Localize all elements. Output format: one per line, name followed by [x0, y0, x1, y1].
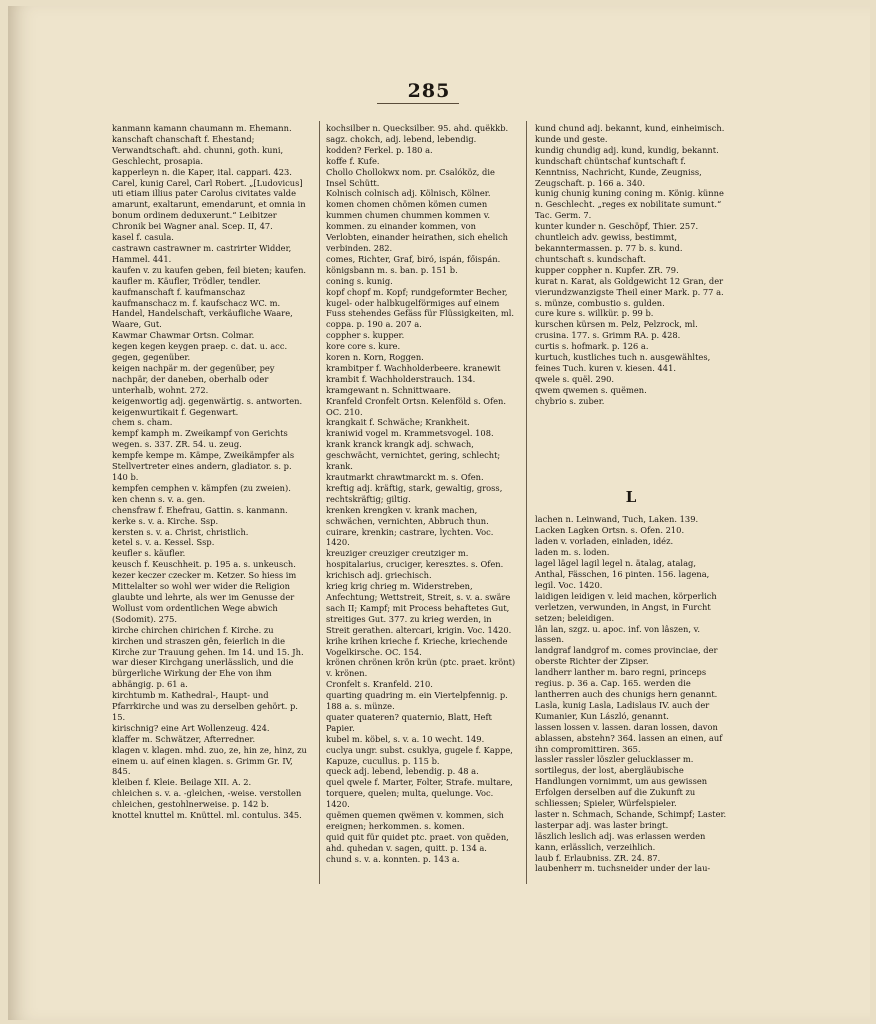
dictionary-entry: kund chund adj. bekannt, kund, einheimisch. kunde und geste. [535, 123, 725, 144]
dictionary-entry: chund s. v. a. konnten. p. 143 a. [326, 853, 460, 864]
dictionary-entry: Lacken Lagken Ortsn. s. Ofen. 210. [535, 525, 685, 536]
dictionary-entry: ken chenn s. v. a. gen. [112, 493, 206, 504]
dictionary-page [8, 6, 870, 1020]
dictionary-entry: kanmann kamann chaumann m. Ehemann. [112, 123, 292, 133]
dictionary-entry: landherr lanther m. baro regni, princeps regius. p. 36 a. Cap. 165. werden die lantherren auch des chunigs hern genannt. [535, 667, 718, 699]
dictionary-entry: kramgewant n. Schnittwaare. [326, 384, 451, 395]
dictionary-entry: qwele s. quël. 290. [535, 373, 615, 384]
dictionary-entry: knottel knuttel m. Knüttel. ml. contulus. 345. [112, 810, 302, 821]
dictionary-entry: Kranfeld Cronfelt Ortsn. Kelenföld s. Ofen. OC. 210. [326, 395, 507, 417]
dictionary-entry: Kolnisch colnisch adj. Kölnisch, Kölner. [326, 188, 491, 199]
dictionary-entry: kerke s. v. a. Kirche. Ssp. [112, 515, 219, 526]
dictionary-entry: Lasla, kunig Lasla, Ladislaus IV. auch der Kumanier, Kun László, genannt. [535, 699, 710, 721]
dictionary-entry: quid quit für quidet ptc. praet. von quëden, ahd. quhedan v. sagen, quitt. p. 134 a. [326, 831, 509, 853]
dictionary-entry: lassen lossen v. lassen. daran lossen, davon ablassen, abstehn? 364. lassen an einen, auf ihn compromittiren. 365. [535, 721, 723, 754]
dictionary-entry: quater quateren? quaternio, Blatt, Heft Papier. [326, 711, 492, 733]
dictionary-entry: lachen n. Leinwand, Tuch, Laken. 139. [535, 514, 699, 525]
dictionary-entry: kundig chundig adj. kund, kundig, bekannt. [535, 144, 719, 155]
dictionary-entry: quel qwele f. Marter, Folter, Strafe. multare, torquere, quelen; multa, quelunge. Voc. 1420. [326, 777, 513, 810]
dictionary-entry: kaufmanschaft f. kaufmanschaz kaufmanschacz m. f. kaufschacz WC. m. Handel, Handelschaft, verkäufliche Waare, Waare, Gut. [112, 286, 293, 330]
dictionary-entry: königsbann m. s. ban. p. 151 b. [326, 264, 458, 275]
dictionary-entry: komen chomen chömen kömen cumen kummen chumen chummen kommen v. kommen. zu einander kommen, von Verlobten, einander heirathen, sich ehelich verbinden. 282. [326, 199, 508, 253]
dictionary-entry: krambitper f. Wachholderbeere. kranewit krambit f. Wachholderstrauch. 134. [326, 362, 501, 384]
dictionary-entry: kreftig adj. kräftig, stark, gewaltig, gross, rechtskräftig; giltig. [326, 482, 503, 504]
dictionary-entry: quarting quadring m. ein Viertelpfennig. p. 188 a. s. münze. [326, 690, 508, 712]
dictionary-entry: krangkait f. Schwäche; Krankheit. [326, 417, 470, 428]
page-number: 285 [407, 80, 451, 102]
dictionary-entry: lassler rassler löszler gelucklasser m. sortilegus, der lost, abergläubische Handlungen vornimmt, um aus gewissen Erfolgen derselben auf die Zukunft zu schliessen; Spieler, Würfelspieler. [535, 754, 708, 809]
dictionary-entry: krichisch adj. griechisch. [326, 570, 432, 581]
dictionary-entry: kurat n. Karat, als Goldgewicht 12 Gran, der vierundzwanzigste Theil einer Mark. p. 77 a. s. münze, combustio s. gulden. [535, 275, 724, 308]
dictionary-entry: kurschen kürsen m. Pelz, Pelzrock, ml. crusina. 177. s. Grimm RA. p. 428. [535, 319, 698, 341]
dictionary-entry: queck adj. lebend, lebendig. p. 48 a. [326, 766, 479, 777]
dictionary-entry: kunter kunder n. Geschöpf, Thier. 257. [535, 221, 699, 232]
dictionary-entry: läszlich leslich adj. was erlassen werden kann, erlässlich, verzeihlich. [535, 830, 706, 852]
dictionary-entry: koren n. Korn, Roggen. [326, 352, 424, 363]
column-3 [535, 123, 728, 874]
column-divider-2 [526, 121, 527, 884]
dictionary-entry: laubenherr m. tuchsneider under der lau- [535, 863, 711, 874]
dictionary-entry: kempfen cemphen v. kämpfen (zu zweien). [112, 482, 291, 493]
dictionary-entry: castrawn castrawner m. castrirter Widder, Hammel. 441. [112, 242, 292, 264]
dictionary-entry: kore core s. kure. [326, 341, 401, 352]
dictionary-entry: kreuziger creuziger creutziger m. hospitalarius, cruciger, keresztes. s. Ofen. [326, 548, 504, 570]
dictionary-entry: cure kure s. willkür. p. 99 b. [535, 308, 654, 319]
dictionary-entry: klagen v. klagen. mhd. zuo, ze, hin ze, hinz, zu einem u. auf einen klagen. s. Grimm Gr. IV, 845. [112, 744, 307, 777]
dictionary-entry: kunig chunig kuning coning m. König. künne n. Geschlecht. „reges ex nobilitate sumunt.“ Tac. Germ. 7. [535, 188, 724, 221]
dictionary-entry: quëmen quemen qwëmen v. kommen, sich ereignen; herkommen. s. komen. [326, 810, 504, 831]
dictionary-entry: chensfraw f. Ehefrau, Gattin. s. kanmann. [112, 504, 288, 515]
dictionary-entry: landgraf landgrof m. comes provinciae, der oberste Richter der Zipser. [535, 645, 718, 667]
dictionary-entry: cuclya ungr. subst. csuklya, gugele f. Kappe, Kapuze, cucullus. p. 115 b. [326, 744, 513, 766]
column-2 [326, 123, 516, 865]
dictionary-entry: krautmarkt chrawtmarckt m. s. Ofen. [326, 472, 484, 482]
column-1 [112, 123, 308, 821]
page-number-rule [377, 103, 459, 104]
dictionary-entry: kochsilber n. Quecksilber. 95. ahd. quëkkb. sagz. chokch, adj. lebend, lebendig. [326, 123, 509, 144]
dictionary-entry: kaufler m. Käufler, Trödler, tendler. [112, 275, 261, 286]
dictionary-entry: kapperleyn n. die Kaper, ital. cappari. 423. [112, 166, 292, 177]
dictionary-entry: chuntschaft s. kundschaft. [535, 253, 647, 264]
dictionary-entry: krank kranck krangk adj. schwach, geschwächt, vernichtet, gering, schlecht; krank. [326, 439, 501, 472]
dictionary-entry: laden v. vorladen, einladen, idéz. [535, 536, 674, 547]
dictionary-entry: kirchtumb m. Kathedral-, Haupt- und Pfarrkirche und was zu derselben gehört. p. 15. [112, 690, 298, 722]
dictionary-entry: krenken krengken v. krank machen, schwächen, vernichten, Abbruch thun. cuirare, krenkin; castrare, lychten. Voc. 1420. [326, 504, 494, 548]
dictionary-entry: kezer keczer czecker m. Ketzer. So hiess im Mittelalter so wohl wer wider die Religion glaubte und lehrte, als wer im Genusse der Wollust vom ordentlichen Wege abwich (Sodomit). 275. [112, 570, 297, 624]
dictionary-entry: lasterpar adj. was laster bringt. [535, 819, 669, 830]
dictionary-entry: kirischnig? eine Art Wollenzeug. 424. [112, 722, 270, 733]
dictionary-entry: kraniwid vogel m. Krammetsvogel. 108. [326, 428, 494, 439]
dictionary-entry: keigenwurtikait f. Gegenwart. [112, 406, 239, 417]
dictionary-entry: ketel s. v. a. Kessel. Ssp. [112, 537, 215, 548]
dictionary-entry: lagel lägel lagil legel n. ätalag, atalag, Anthal, Fässchen, 16 pinten. 156. lagena, legil. Voc. 1420. [535, 558, 710, 590]
dictionary-entry: Chollo Chollokwx nom. pr. Csalóköz, die Insel Schütt. [326, 166, 495, 188]
dictionary-entry: kempfe kempe m. Kämpe, Zweikämpfer als Stellvertreter eines andern, gladiator. s. p. 140 b. [112, 450, 295, 482]
dictionary-entry: keigenwortig adj. gegenwärtig. s. antworten. [112, 395, 303, 406]
dictionary-entry: kundschaft chüntschaf kuntschaft f. Kenntniss, Nachricht, Kunde, Zeugniss, Zeugschaft. p. 166 a. 340. [535, 155, 702, 188]
dictionary-entry: krieg krig chrieg m. Widerstreben, Anfechtung; Wettstreit, Streit, s. v. a. swäre sach II; Kampf; mit Process behaftetes Gut, streitiges Gut. 377. zu krieg werden, in Streit gerathen. altercari, krigin. Voc. 1420. [326, 581, 512, 635]
dictionary-entry: lân lan, szgz. u. apoc. inf. von lâszen, v. lassen. [535, 623, 700, 645]
dictionary-entry: kersten s. v. a. Christ, christlich. [112, 526, 249, 537]
column-divider-1 [319, 121, 320, 884]
dictionary-entry: chleichen s. v. a. -gleichen, -weise. verstollen chleichen, gestohlnerweise. p. 142 b. [112, 788, 302, 810]
dictionary-entry: krihe krihen krieche f. Krieche, kriechende Vogelkirsche. OC. 154. [326, 635, 508, 657]
dictionary-entry: chuntleich adv. gewiss, bestimmt, bekanntermassen. p. 77 b. s. kund. [535, 232, 683, 253]
section-letter-heading: L [625, 487, 638, 506]
dictionary-entry: kaufen v. zu kaufen geben, feil bieten; kaufen. [112, 264, 307, 275]
dictionary-entry: kurtuch, kustliches tuch n. ausgewähltes, feines Tuch. kuren v. kiesen. 441. [535, 352, 711, 373]
dictionary-entry: kirche chirchen chirichen f. Kirche. zu kirchen und straszen gên, feierlich in die Kirche zur Trauung gehen. Im 14. und 15. Jh. war dieser Kirchgang unerlässlich, und die bürgerliche Wirkung der Ehe von ihm abhängig. p. 61 a. [112, 624, 304, 690]
dictionary-entry: curtis s. hofmark. p. 126 a. [535, 341, 649, 352]
dictionary-entry: laster n. Schmach, Schande, Schimpf; Laster. [535, 808, 727, 819]
dictionary-entry: krönen chrönen krön krün (ptc. praet. krönt) v. krönen. [326, 657, 516, 679]
dictionary-entry: kleiben f. Kleie. Beilage XII. A. 2. [112, 777, 252, 788]
dictionary-entry: laden m. s. loden. [535, 547, 610, 558]
dictionary-entry: Kawmar Chawmar Ortsn. Colmar. [112, 330, 255, 341]
dictionary-entry: kanschaft chanschaft f. Ehestand; Verwandtschaft. ahd. chunni, goth. kuni, Geschlecht, prosapia. [112, 133, 284, 166]
dictionary-entry: chybrio s. zuber. [535, 395, 605, 406]
dictionary-entry: kegen kegen keygen praep. c. dat. u. acc. gegen, gegenüber. [112, 341, 288, 363]
dictionary-entry: chem s. cham. [112, 417, 173, 428]
dictionary-entry: keusch f. Keuschheit. p. 195 a. s. unkeusch. [112, 559, 296, 570]
dictionary-entry: comes, Richter, Graf, biró, ispán, főispán. [326, 253, 501, 264]
dictionary-entry: qwem qwemen s. quëmen. [535, 384, 647, 395]
dictionary-entry: Cronfelt s. Kranfeld. 210. [326, 679, 433, 690]
dictionary-entry: kodden? Ferkel. p. 180 a. [326, 144, 433, 155]
dictionary-entry: keigen nachpär m. der gegenüber, pey nachpär, der daneben, oberhalb oder unterhalb, wohnt. 272. [112, 362, 275, 395]
dictionary-entry: kupper coppher n. Kupfer. ZR. 79. [535, 264, 679, 275]
dictionary-entry: kopf chopf m. Kopf; rundgeformter Becher, kugel- oder halbkugelförmiges auf einem Fuss stehendes Gefäss für Flüssigkeiten, ml. coppa. p. 190 a. 207 a. [326, 286, 515, 330]
dictionary-entry: laub f. Erlaubniss. ZR. 24. 87. [535, 852, 661, 863]
dictionary-entry: Carel, kunig Carel, Carl Robert. „[Ludovicus] uti etiam illius pater Carolus civitates valde amarunt, exaltarunt, emendarunt, et omnia in bonum ordinem deduxerunt.“ Leibitzer Chronik bei Wagner anal. Scep. II, 47. [112, 177, 306, 232]
dictionary-entry: coning s. kunig. [326, 275, 393, 286]
dictionary-entry: kubel m. köbel, s. v. a. 10 wecht. 149. [326, 733, 485, 744]
dictionary-entry: koffe f. Kufe. [326, 155, 380, 166]
dictionary-entry: klaffer m. Schwätzer, Afterredner. [112, 733, 256, 744]
dictionary-entry: keufler s. käufler. [112, 548, 186, 559]
dictionary-entry: kasel f. casula. [112, 232, 174, 243]
dictionary-entry: kempf kamph m. Zweikampf von Gerichts wegen. s. 337. ZR. 54. u. zeug. [112, 428, 288, 450]
dictionary-entry: coppher s. kupper. [326, 330, 405, 341]
dictionary-entry: laidigen leidigen v. leid machen, körperlich verletzen, verwunden, in Angst, in Furcht setzen; beleidigen. [535, 590, 717, 623]
